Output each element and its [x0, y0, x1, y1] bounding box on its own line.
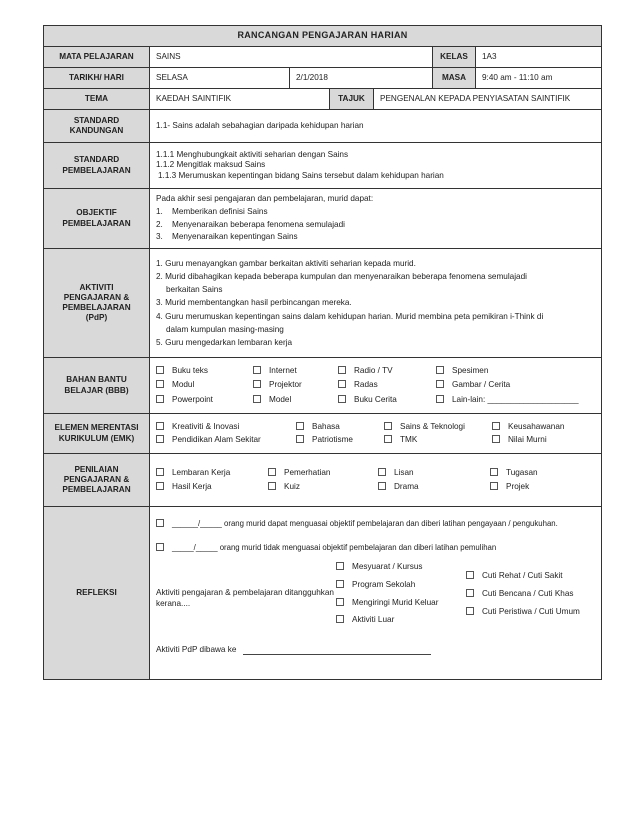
mata-pelajaran-label: MATA PELAJARAN — [44, 47, 150, 68]
emk-option[interactable]: Patriotisme — [296, 435, 384, 445]
checkbox-icon[interactable] — [156, 482, 164, 490]
checkbox-icon[interactable] — [253, 366, 261, 374]
penilaian-option[interactable]: Projek — [490, 482, 595, 492]
penilaian-options — [150, 454, 602, 507]
tema-value[interactable]: KAEDAH SAINTIFIK — [150, 89, 330, 110]
emk-option[interactable]: Nilai Murni — [492, 435, 595, 445]
checkbox-icon[interactable] — [268, 482, 276, 490]
reasons-list-a — [336, 558, 466, 629]
emk-option[interactable]: Keusahawanan — [492, 422, 595, 432]
lesson-plan-form — [43, 25, 601, 680]
checkbox-icon[interactable] — [490, 482, 498, 490]
checkbox-icon[interactable] — [156, 422, 164, 430]
aktiviti-list[interactable] — [150, 249, 602, 358]
checkbox-icon[interactable] — [492, 435, 500, 443]
bahan-option[interactable]: Model — [253, 395, 338, 405]
aktiviti-item: 5. Guru mengedarkan lembaran kerja — [156, 337, 293, 347]
checkbox-icon[interactable] — [156, 468, 164, 476]
objektif-label: OBJEKTIF PEMBELAJARAN — [44, 189, 150, 249]
reason-option[interactable]: Program Sekolah — [336, 576, 466, 594]
bahan-option[interactable]: Buku teks — [156, 366, 253, 376]
mata-pelajaran-value[interactable]: SAINS — [150, 47, 433, 68]
emk-option[interactable]: Pendidikan Alam Sekitar — [156, 435, 296, 445]
reasons-list-b — [466, 558, 580, 629]
penilaian-option[interactable]: Kuiz — [268, 482, 378, 492]
checkbox-icon[interactable] — [336, 562, 344, 570]
reason-option[interactable]: Mesyuarat / Kursus — [336, 558, 466, 576]
checkbox-icon[interactable] — [338, 395, 346, 403]
checkbox-icon[interactable] — [384, 422, 392, 430]
penilaian-option[interactable]: Lisan — [378, 468, 490, 478]
aktiviti-item: 4. Guru merumuskan kepentingan sains dalam kehidupan harian. Murid membina peta pemikiran i-Think di — [156, 311, 544, 321]
checkbox-icon[interactable] — [436, 366, 444, 374]
checkbox-icon[interactable] — [156, 366, 164, 374]
objektif-item: 1. Memberikan definisi Sains — [156, 206, 268, 216]
checkbox-icon[interactable] — [466, 589, 474, 597]
bahan-option[interactable]: Radio / TV — [338, 366, 436, 376]
lesson-plan-table — [43, 25, 602, 680]
kelas-label: KELAS — [433, 47, 476, 68]
bahan-options — [150, 358, 602, 414]
standard-kandungan-label: STANDARD KANDUNGAN — [44, 110, 150, 143]
tema-label: TEMA — [44, 89, 150, 110]
emk-option[interactable]: Kreativiti & Inovasi — [156, 422, 296, 432]
checkbox-icon[interactable] — [466, 607, 474, 615]
reason-option[interactable]: Cuti Rehat / Cuti Sakit — [466, 567, 580, 585]
bahan-label: BAHAN BANTU BELAJAR (BBB) — [44, 358, 150, 414]
sp-item: 1.1.2 Mengitlak maksud Sains — [156, 160, 266, 170]
emk-options — [150, 414, 602, 454]
carry-over-row — [156, 645, 595, 655]
penilaian-option[interactable]: Drama — [378, 482, 490, 492]
hari-value[interactable]: SELASA — [150, 68, 290, 89]
standard-pembelajaran-list[interactable] — [150, 143, 602, 189]
carry-over-label: Aktiviti PdP dibawa ke — [156, 644, 237, 654]
aktiviti-label: AKTIVITI PENGAJARAN & PEMBELAJARAN (PdP) — [44, 249, 150, 358]
penilaian-option[interactable]: Lembaran Kerja — [156, 468, 268, 478]
checkbox-icon[interactable] — [156, 543, 164, 551]
aktiviti-item: 1. Guru menayangkan gambar berkaitan aktiviti seharian kepada murid. — [156, 259, 416, 269]
checkbox-icon[interactable] — [436, 380, 444, 388]
checkbox-icon[interactable] — [296, 435, 304, 443]
tajuk-value[interactable]: PENGENALAN KEPADA PENYIASATAN SAINTIFIK — [374, 89, 602, 110]
bahan-option[interactable]: Spesimen — [436, 366, 595, 376]
kelas-value[interactable]: 1A3 — [476, 47, 602, 68]
standard-pembelajaran-label: STANDARD PEMBELAJARAN — [44, 143, 150, 189]
refleksi-line-1[interactable]: ______/_____ orang murid dapat menguasai objektif pembelajaran dan diberi latihan pengayaan / pengukuhan. — [156, 519, 595, 529]
aktiviti-item: dalam kumpulan masing-masing — [166, 324, 284, 334]
bahan-option[interactable]: Buku Cerita — [338, 395, 436, 405]
checkbox-icon[interactable] — [336, 598, 344, 606]
checkbox-icon[interactable] — [336, 580, 344, 588]
checkbox-icon[interactable] — [156, 519, 164, 527]
checkbox-icon[interactable] — [296, 422, 304, 430]
penilaian-label: PENILAIAN PENGAJARAN & PEMBELAJARAN — [44, 454, 150, 507]
reason-option[interactable]: Mengiringi Murid Keluar — [336, 594, 466, 612]
emk-option[interactable]: Sains & Teknologi — [384, 422, 492, 432]
checkbox-icon[interactable] — [384, 435, 392, 443]
checkbox-icon[interactable] — [338, 366, 346, 374]
penilaian-option[interactable]: Pemerhatian — [268, 468, 378, 478]
emk-label: ELEMEN MERENTASI KURIKULUM (EMK) — [44, 414, 150, 454]
reason-option[interactable]: Cuti Peristiwa / Cuti Umum — [466, 603, 580, 621]
emk-option[interactable]: Bahasa — [296, 422, 384, 432]
refleksi-content — [150, 507, 602, 680]
emk-option[interactable]: TMK — [384, 435, 492, 445]
bahan-option[interactable]: Radas — [338, 380, 436, 390]
checkbox-icon[interactable] — [268, 468, 276, 476]
aktiviti-item: berkaitan Sains — [166, 285, 223, 295]
bahan-option[interactable]: Internet — [253, 366, 338, 376]
tarikh-label: TARIKH/ HARI — [44, 68, 150, 89]
checkbox-icon[interactable] — [490, 468, 498, 476]
checkbox-icon[interactable] — [253, 380, 261, 388]
checkbox-icon[interactable] — [492, 422, 500, 430]
tarikh-value[interactable]: 2/1/2018 — [290, 68, 433, 89]
checkbox-icon[interactable] — [436, 395, 444, 403]
reason-option[interactable]: Aktiviti Luar — [336, 611, 466, 629]
bahan-option[interactable]: Projektor — [253, 380, 338, 390]
checkbox-icon[interactable] — [338, 380, 346, 388]
carry-over-field[interactable] — [243, 654, 431, 655]
checkbox-icon[interactable] — [156, 380, 164, 388]
refleksi-line-2[interactable]: _____/_____ orang murid tidak menguasai objektif pembelajaran dan diberi latihan pemulihan — [156, 543, 595, 553]
checkbox-icon[interactable] — [336, 615, 344, 623]
checkbox-icon[interactable] — [156, 435, 164, 443]
masa-value[interactable]: 9:40 am - 11:10 am — [476, 68, 602, 89]
objektif-item: 2. Menyenaraikan beberapa fenomena semulajadi — [156, 219, 345, 229]
masa-label: MASA — [433, 68, 476, 89]
aktiviti-item: 3. Murid membentangkan hasil perbincangan mereka. — [156, 298, 352, 308]
bahan-option[interactable]: Modul — [156, 380, 253, 390]
bahan-option[interactable]: Lain-lain: ____________________ — [436, 395, 595, 405]
bahan-option[interactable]: Gambar / Cerita — [436, 380, 595, 390]
refleksi-label: REFLEKSI — [44, 507, 150, 680]
sp-item: 1.1.3 Merumuskan kepentingan bidang Sains tersebut dalam kehidupan harian — [158, 170, 444, 180]
checkbox-icon[interactable] — [378, 468, 386, 476]
objektif-intro: Pada akhir sesi pengajaran dan pembelajaran, murid dapat: — [156, 194, 374, 204]
checkbox-icon[interactable] — [253, 395, 261, 403]
standard-kandungan-value[interactable]: 1.1- Sains adalah sebahagian daripada kehidupan harian — [150, 110, 602, 143]
postponed-label: Aktiviti pengajaran & pembelajaran ditangguhkan kerana.... — [156, 588, 334, 608]
sp-item: 1.1.1 Menghubungkait aktiviti seharian dengan Sains — [156, 150, 349, 160]
checkbox-icon[interactable] — [156, 395, 164, 403]
objektif-item: 3. Menyenaraikan kepentingan Sains — [156, 232, 298, 242]
bahan-option[interactable]: Powerpoint — [156, 395, 253, 405]
checkbox-icon[interactable] — [466, 571, 474, 579]
aktiviti-item: 2. Murid dibahagikan kepada beberapa kumpulan dan menyenaraikan beberapa fenomena semulajadi — [156, 272, 527, 282]
objektif-list[interactable] — [150, 189, 602, 249]
reason-option[interactable]: Cuti Bencana / Cuti Khas — [466, 585, 580, 603]
tajuk-label: TAJUK — [330, 89, 374, 110]
form-title: RANCANGAN PENGAJARAN HARIAN — [44, 26, 602, 47]
penilaian-option[interactable]: Hasil Kerja — [156, 482, 268, 492]
checkbox-icon[interactable] — [378, 482, 386, 490]
penilaian-option[interactable]: Tugasan — [490, 468, 595, 478]
